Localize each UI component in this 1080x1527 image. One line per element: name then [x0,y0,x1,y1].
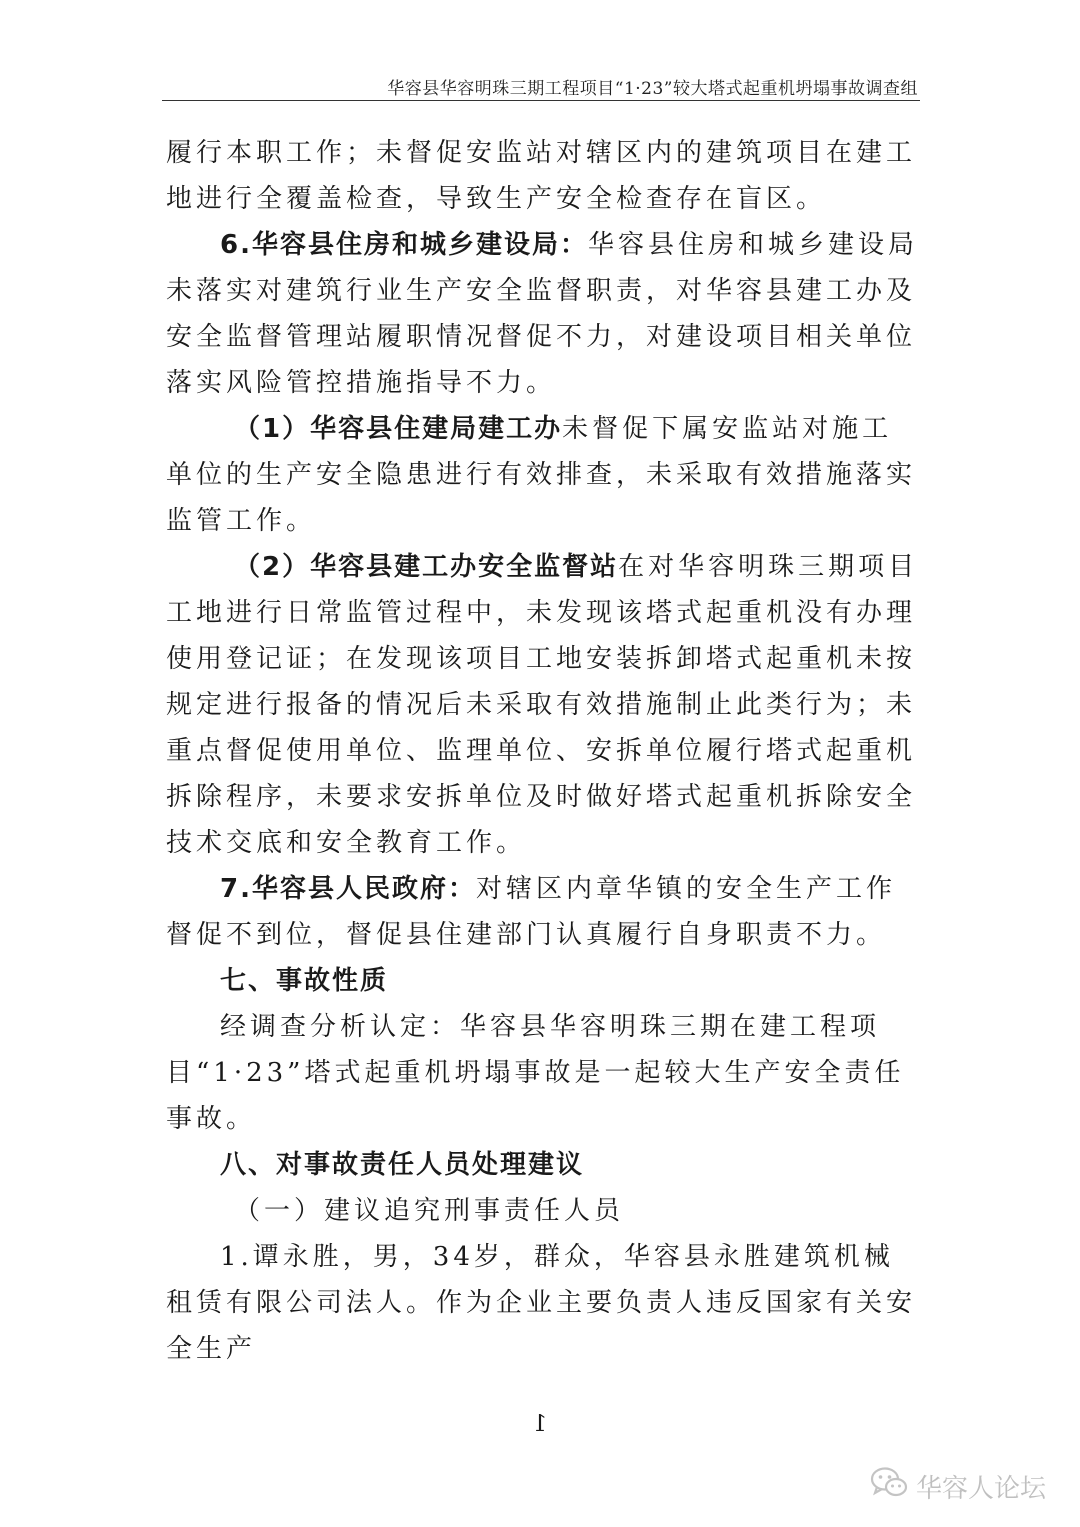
watermark [870,1466,1046,1507]
item-heading: 7.华容县人民政府： [220,874,476,904]
paragraph [166,866,920,958]
header-divider [162,100,920,101]
watermark-text: 华容人论坛 [916,1474,1047,1504]
item-heading: （1）华容县住建局建工办 [234,414,563,444]
item-text: 华容县住房和城乡建设局未落实对建筑行业生产安全监督职责，对华容县建工办及安全监督管理站履职情况督促不力，对建设项目相关单位落实风险管控措施指导不力。 [166,230,918,398]
paragraph: 1.谭永胜，男，34岁，群众，华容县永胜建筑机械租赁有限公司法人。作为企业主要负责人违反国家有关安全生产 [166,1242,917,1364]
document-header: 华容县华容明珠三期工程项目“1·23”较大塔式起重机坍塌事故调查组 [387,79,918,99]
paragraph: 经调查分析认定：华容县华容明珠三期在建工程项目“1·23”塔式起重机坍塌事故是一起较大生产安全责任事故。 [166,1012,905,1134]
wechat-icon [870,1466,908,1507]
section-heading: 八、对事故责任人员处理建议 [220,1150,585,1180]
paragraph [166,544,920,866]
document-body [166,130,920,1372]
paragraph [166,222,920,406]
subsection-heading: （一）建议追究刑事责任人员 [234,1196,625,1226]
section-heading: 七、事故性质 [220,966,389,996]
item-text: 对辖区内章华镇的安全生产工作督促不到位，督促县住建部门认真履行自身职责不力。 [166,874,896,950]
item-heading: （2）华容县建工办安全监督站 [234,552,619,582]
paragraph: 履行本职工作；未督促安监站对辖区内的建筑项目在建工地进行全覆盖检查，导致生产安全检查存在盲区。 [166,138,917,214]
item-heading: 6.华容县住房和城乡建设局： [220,230,588,260]
paragraph [166,406,920,544]
item-text: 在对华容明珠三期项目工地进行日常监管过程中，未发现该塔式起重机没有办理使用登记证；在发现该项目工地安装拆卸塔式起重机未按规定进行报备的情况后未采取有效措施制止此类行为；未重点督促使用单位、监理单位、安拆单位履行塔式起重机拆除程序，未要求安拆单位及时做好塔式起重机拆除安全技术交底和安全教育工作。 [166,552,919,858]
item-text: 未督促下属安监站对施工单位的生产安全隐患进行有效排查，未采取有效措施落实监管工作。 [166,414,917,536]
page-number: 1 [533,1412,547,1437]
